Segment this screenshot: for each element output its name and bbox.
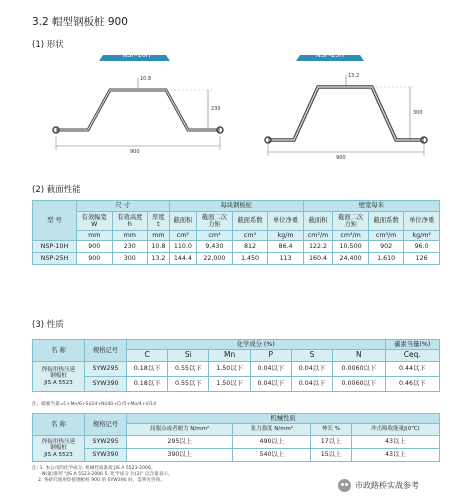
- table-cell: 113: [268, 253, 304, 265]
- table-cell: 0.04以下: [250, 377, 291, 392]
- table-cell: 1,450: [232, 253, 268, 265]
- wechat-icon: [338, 479, 351, 492]
- diagram-nsp-25h: [262, 52, 432, 162]
- section-col-header: 有效幅宽 W: [77, 212, 113, 231]
- section-col-header: 截面积: [169, 212, 197, 231]
- table-cell: 390以上: [127, 449, 233, 462]
- mech-table-body: [33, 436, 440, 462]
- section-unit-cell: mm: [77, 231, 113, 241]
- chem-element-header: Si: [168, 350, 209, 362]
- chem-element-header: S: [291, 350, 332, 362]
- section-properties-table: [32, 200, 440, 265]
- section-col-header: 单位净重: [404, 212, 440, 231]
- table-cell: 0.04以下: [291, 362, 332, 377]
- chemical-composition-table: [32, 339, 440, 392]
- nsp-25h-height: 300: [413, 110, 423, 116]
- chem-element-header: P: [250, 350, 291, 362]
- chem-header-composition: 化学成分 (%): [127, 340, 386, 350]
- table-row: [33, 362, 440, 377]
- chem-element-header: N: [333, 350, 385, 362]
- nsp-25h-thickness: 13.2: [348, 73, 360, 79]
- section-unit-cell: cm²/m: [303, 231, 333, 241]
- mechanical-properties-table: [32, 413, 440, 462]
- material-name-cell: 焊接用热压延 钢板桩 JIS A 5523: [33, 436, 85, 462]
- spec-code-cell: SYW295: [85, 362, 127, 377]
- chem-header-code: 规格记号: [85, 340, 127, 362]
- table-cell: 43以上: [351, 436, 439, 449]
- section-unit-cell: kg/m²: [404, 231, 440, 241]
- spec-code-cell: SYW295: [85, 436, 127, 449]
- table-cell: 812: [232, 241, 268, 253]
- chem-table-body: [33, 362, 440, 392]
- nsp-10h-height: 230: [211, 106, 221, 112]
- table-cell: 900: [77, 253, 113, 265]
- table-cell: 15以上: [311, 449, 351, 462]
- col-header-per-width: 壁宽每米: [303, 201, 439, 212]
- nsp-25h-profile: [262, 52, 432, 162]
- section-col-header: 单位净重: [268, 212, 304, 231]
- table-cell: 160.4: [303, 253, 333, 265]
- table-cell: 0.55以下: [168, 362, 209, 377]
- mech-col-header: 冲击吸收能量J(0℃): [351, 424, 439, 436]
- watermark-text: 市政路桥实战参考: [355, 481, 419, 490]
- table-cell: 295以上: [127, 436, 233, 449]
- table-row: [33, 253, 440, 265]
- table-cell: 0.55以下: [168, 377, 209, 392]
- table-cell: 24,400: [333, 253, 369, 265]
- section-unit-cell: kg/m: [268, 231, 304, 241]
- table-cell: 10.8: [148, 241, 169, 253]
- col-header-dimensions: 尺 寸: [77, 201, 170, 212]
- table-cell: 0.04以下: [250, 362, 291, 377]
- section-col-header: 厚度 t: [148, 212, 169, 231]
- spec-code-cell: SYW390: [85, 377, 127, 392]
- table-cell: 902: [368, 241, 404, 253]
- table-cell: 144.4: [169, 253, 197, 265]
- section-col-header: 截面系数: [368, 212, 404, 231]
- table-cell: 0.44以下: [385, 362, 439, 377]
- section-subheader-row: [33, 212, 440, 231]
- nsp-10h-profile: [48, 52, 228, 162]
- material-name-cell: 焊接用热压延 钢板桩 JIS A 5523: [33, 362, 85, 392]
- table-cell: 43以上: [351, 449, 439, 462]
- subheading-section-properties: (2) 截面性能: [32, 185, 81, 195]
- mech-col-header: 屈服点或者耐力 N/mm²: [127, 424, 233, 436]
- section-title: 3.2 帽型钢板桩 900: [32, 16, 128, 28]
- table-cell: 126: [404, 253, 440, 265]
- section-unit-cell: mm: [112, 231, 148, 241]
- table-row: [33, 241, 440, 253]
- row-label: NSP-25H: [33, 253, 77, 265]
- table-cell: 22,000: [197, 253, 233, 265]
- watermark: [338, 479, 419, 492]
- table-cell: 0.04以下: [291, 377, 332, 392]
- table-cell: 9,430: [197, 241, 233, 253]
- table-cell: 300: [112, 253, 148, 265]
- table-cell: 0.0060以下: [333, 362, 385, 377]
- col-header-per-pile: 每块钢板桩: [169, 201, 303, 212]
- mech-note-1: 注: 1. 本公司的化学成分, 机械性质准拟 JIS A 5523-2006。: [32, 466, 156, 471]
- table-cell: 110.0: [169, 241, 197, 253]
- table-cell: 1,610: [368, 253, 404, 265]
- chem-element-header: Ceq.: [385, 350, 439, 362]
- chem-header-name: 名 称: [33, 340, 85, 362]
- subheading-shape: (1) 形状: [32, 40, 64, 50]
- table-cell: 1.50以下: [209, 362, 250, 377]
- chem-element-header: Mn: [209, 350, 250, 362]
- table-cell: 230: [112, 241, 148, 253]
- table-cell: 540以上: [233, 449, 311, 462]
- mech-col-header: 张力强度 N/mm²: [233, 424, 311, 436]
- col-header-type: 型 号: [33, 201, 77, 241]
- table-cell: 13.2: [148, 253, 169, 265]
- section-unit-cell: cm⁴/m: [333, 231, 369, 241]
- section-unit-cell: cm⁴: [197, 231, 233, 241]
- subheading-properties: (3) 性质: [32, 320, 64, 330]
- section-col-header: 截面二次 力矩: [333, 212, 369, 231]
- section-unit-cell: cm²: [169, 231, 197, 241]
- section-unit-cell: cm³: [232, 231, 268, 241]
- table-cell: 0.18以下: [127, 377, 168, 392]
- table-cell: 1.50以下: [209, 377, 250, 392]
- nsp-10h-thickness: 10.8: [140, 76, 152, 82]
- table-cell: 17以上: [311, 436, 351, 449]
- nsp-10h-width: 900: [130, 149, 140, 155]
- section-col-header: 截面系数: [232, 212, 268, 231]
- section-unit-cell: mm: [148, 231, 169, 241]
- mech-header-name: 名 称: [33, 414, 85, 436]
- mech-note-2: N(氮)准照 "JIS A 5523-2006 5. 化学成分 注(2)" 以含量表示。: [42, 472, 173, 478]
- table-cell: 96.0: [404, 241, 440, 253]
- table-cell: 0.46以下: [385, 377, 439, 392]
- mech-header-code: 规格记号: [85, 414, 127, 436]
- spec-code-cell: SYW390: [85, 449, 127, 462]
- chem-header-ceq-group: 碳素当量(%): [385, 340, 439, 350]
- mech-header-mechanical: 机械性质: [127, 414, 440, 424]
- table-cell: 86.4: [268, 241, 304, 253]
- table-row: [33, 377, 440, 392]
- mech-col-header: 伸长 %: [311, 424, 351, 436]
- mech-notes: [32, 466, 332, 485]
- table-cell: 490以上: [233, 436, 311, 449]
- table-cell: 0.18以下: [127, 362, 168, 377]
- nsp-25h-label: NSP-25H: [315, 51, 345, 59]
- chem-element-header: C: [127, 350, 168, 362]
- section-col-header: 截面二次 力矩: [197, 212, 233, 231]
- table-row: [33, 436, 440, 449]
- section-units-row: [33, 231, 440, 241]
- section-col-header: 有效高度 h: [112, 212, 148, 231]
- nsp-10h-label: NSP-10H: [122, 51, 151, 59]
- table-row: [33, 449, 440, 462]
- table-cell: 0.0060以下: [333, 377, 385, 392]
- nsp-25h-width: 900: [336, 155, 346, 161]
- table-cell: 10,500: [333, 241, 369, 253]
- section-table-body: [33, 241, 440, 265]
- diagram-nsp-10h: [48, 52, 228, 162]
- row-label: NSP-10H: [33, 241, 77, 253]
- table-cell: 900: [77, 241, 113, 253]
- section-col-header: 截面积: [303, 212, 333, 231]
- section-unit-cell: cm³/m: [368, 231, 404, 241]
- chem-note: 注：碳素当量=C+Mn/6+Si/24+Ni/40+Cr/5+Mo/4+V/14: [32, 402, 157, 407]
- mech-note-3: 2. 各研究使用焊接钢板桩 900 的 SYW390 时，需事先咨询。: [38, 478, 165, 484]
- table-cell: 122.2: [303, 241, 333, 253]
